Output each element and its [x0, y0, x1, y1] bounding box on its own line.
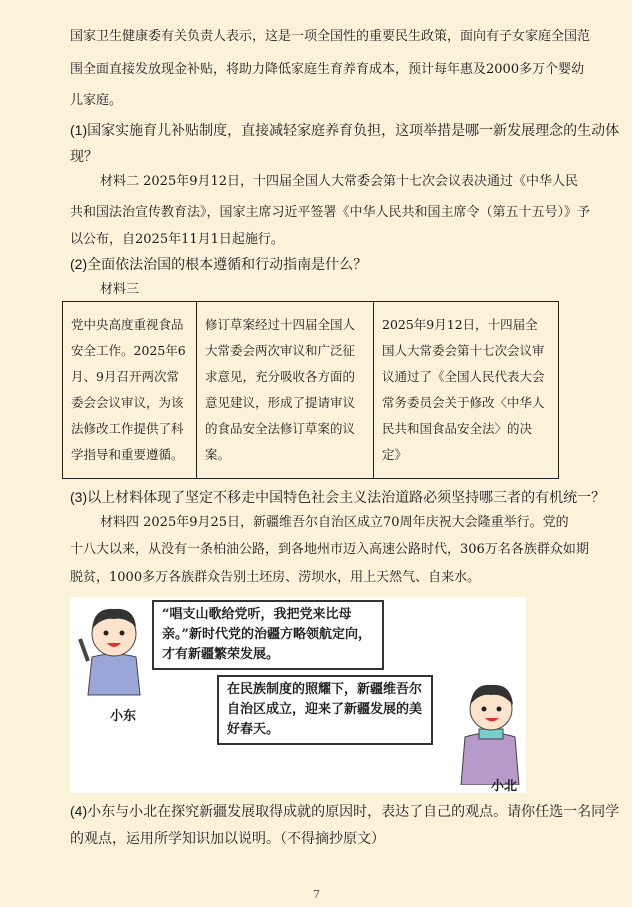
material1-line: 围全面直接发放现金补贴，将助力降低家庭生育养育成本，预计每年惠及2000多万个婴幼	[70, 62, 585, 77]
material4-line: 脱贫，1000多万各族群众告别土坯房、涝坝水，用上天然气、自来水。	[70, 570, 481, 585]
material4-line: 十八大以来，从没有一条柏油公路，到各地州市迈入高速公路时代，306万名各族群众如期	[70, 542, 589, 557]
question-4: (4)小东与小北在探究新疆发展取得成就的原因时，表达了自己的观点。请你任选一名同学	[70, 803, 620, 819]
xiaobei-name: 小北	[491, 779, 518, 794]
xiaobei-figure-icon	[455, 675, 525, 785]
table-cell: 修订草案经过十四届全国人大常委会两次审议和广泛征求意见，充分吸收各方面的意见建议，形成了提请审议的食品安全法修订草案的议案。	[197, 302, 374, 479]
question-2: (2)全面依法治国的根本遵循和行动指南是什么？	[70, 256, 368, 272]
material2-line: 以公布，自2025年11月1日起施行。	[70, 232, 284, 247]
material1-line: 儿家庭。	[70, 93, 123, 108]
xiaodong-speech-bubble: “唱支山歌给党听，我把党来比母亲。”新时代党的治疆方略领航定向，才有新疆繁荣发展。	[152, 600, 384, 670]
table-cell: 2025年9月12日，十四届全国人大常委会第十七次会议审议通过了《全国人民代表大会常务委员会关于修改〈中华人民共和国食品安全法〉的决定》	[374, 302, 559, 479]
material4-line: 材料四 2025年9月25日，新疆维吾尔自治区成立70周年庆祝大会隆重举行。党的	[100, 515, 569, 530]
material2-line: 共和国法治宣传教育法》，国家主席习近平签署《中华人民共和国主席令（第五十五号）》予	[70, 205, 591, 220]
xiaodong-figure-icon	[74, 599, 154, 699]
material3-table	[62, 301, 559, 479]
question-1: (1)国家实施育儿补贴制度，直接减轻家庭养育负担，这项举措是哪一新发展理念的生动体	[70, 122, 620, 138]
question-1: 现？	[70, 148, 98, 164]
material2-line: 材料二 2025年9月12日，十四届全国人大常委会第十七次会议表决通过《中华人民	[100, 174, 579, 189]
table-cell: 党中央高度重视食品安全工作。2025年6月、9月召开两次常委会会议审议，为该法修改工作提供了科学指导和重要遵循。	[63, 302, 197, 479]
question-3: (3)以上材料体现了坚定不移走中国特色社会主义法治道路必须坚持哪三者的有机统一？	[70, 489, 606, 505]
page-number: 7	[313, 888, 320, 901]
xiaobei-speech-bubble: 在民族制度的照耀下，新疆维吾尔自治区成立，迎来了新疆发展的美好春天。	[217, 675, 433, 745]
xiaodong-name: 小东	[110, 709, 137, 724]
material1-line: 国家卫生健康委有关负责人表示，这是一项全国性的重要民生政策，面向有子女家庭全国范	[70, 29, 591, 44]
question-4: 的观点，运用所学知识加以说明。（不得摘抄原文）	[70, 830, 385, 846]
cartoon-illustration	[70, 597, 526, 793]
material3-label: 材料三	[100, 282, 140, 297]
